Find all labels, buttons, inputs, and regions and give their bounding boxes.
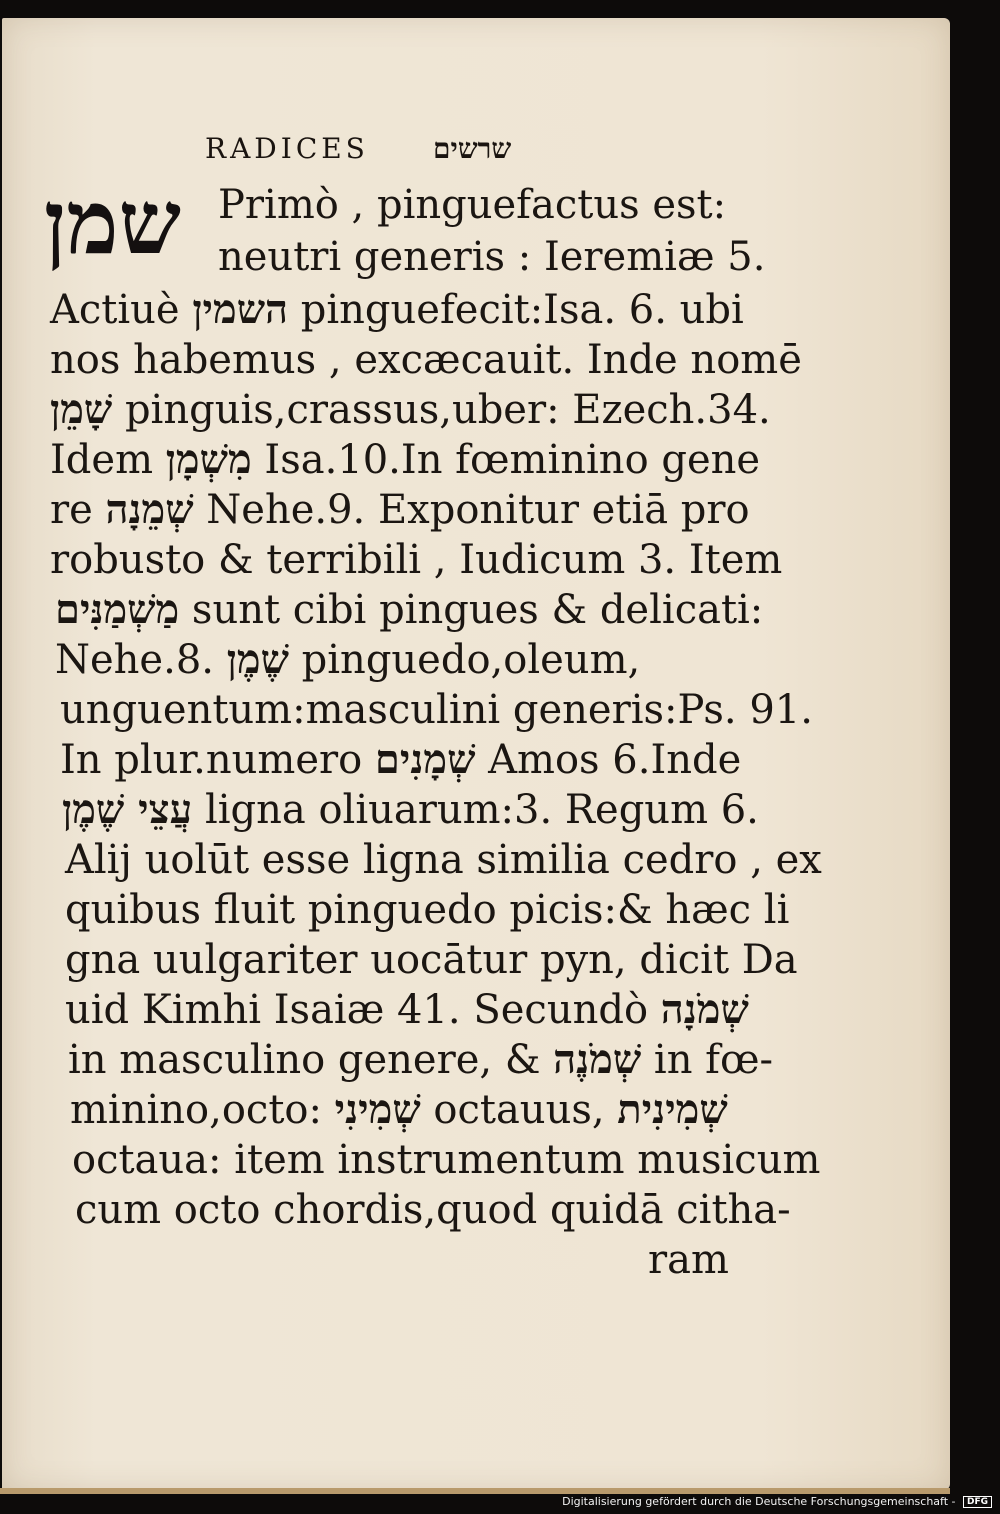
- text-line: [50, 286, 744, 333]
- latin-text: ligna oliuarum:3. Regum 6.: [192, 787, 759, 833]
- text-line: [65, 986, 749, 1033]
- latin-text: Nehe.9. Exponitur etiā pro: [193, 487, 750, 533]
- text-line: [65, 937, 798, 983]
- header-title-hebrew: שרשים: [433, 132, 512, 165]
- hebrew-word: שְׁמֹנָה: [660, 986, 749, 1033]
- hebrew-word: שְׁמִינִי: [334, 1086, 421, 1133]
- text-line: [68, 1036, 774, 1083]
- latin-text: Idem: [50, 437, 166, 483]
- latin-text: in masculino genere, &: [68, 1037, 554, 1083]
- latin-text: cum octo chordis,quod quidā citha-: [75, 1187, 791, 1233]
- latin-text: Nehe.8.: [55, 637, 227, 683]
- text-line: [65, 837, 822, 883]
- latin-text: in fœ-: [641, 1037, 774, 1083]
- hebrew-word: שְׁמֹנֶה: [553, 1036, 642, 1083]
- credit-text: Digitalisierung gefördert durch die Deutsche Forschungsgemeinschaft -: [562, 1495, 956, 1508]
- latin-text: Primò , pinguefactus est:: [218, 182, 727, 228]
- hebrew-word: שְׁמִינִית: [617, 1086, 728, 1133]
- text-line: [218, 182, 727, 228]
- dfg-logo: DFG: [963, 1496, 992, 1508]
- hebrew-word: שְׁמָנִים: [374, 736, 476, 783]
- latin-text: ram: [648, 1237, 729, 1283]
- latin-text: robusto & terribili , Iudicum 3. Item: [50, 537, 783, 583]
- text-line: [50, 386, 771, 433]
- text-line: [50, 337, 802, 383]
- latin-text: Actiuè: [50, 287, 193, 333]
- hebrew-word: שָׁמֵן: [50, 386, 113, 433]
- latin-text: pinguis,crassus,uber: Ezech.34.: [112, 387, 771, 433]
- latin-text: octaua: item instrumentum musicum: [72, 1137, 821, 1183]
- latin-text: pinguefecit:Isa. 6. ubi: [288, 287, 744, 333]
- latin-text: nos habemus , excæcauit. Inde nomē: [50, 337, 802, 383]
- text-line: [75, 1187, 791, 1233]
- latin-text: Isa.10.In fœminino gene: [251, 437, 761, 483]
- hebrew-word: עֲצֵי שֶׁמֶן: [62, 786, 193, 833]
- latin-text: pinguedo,oleum,: [288, 637, 641, 683]
- latin-text: In plur.numero: [60, 737, 375, 783]
- latin-text: octauus,: [420, 1087, 618, 1133]
- text-line: [218, 234, 766, 280]
- hebrew-word: שֶׁמֶן: [226, 636, 289, 683]
- text-line: [62, 786, 759, 833]
- text-line: [70, 1086, 728, 1133]
- text-line: [50, 537, 783, 583]
- digitization-credit: [562, 1495, 992, 1508]
- text-line: [72, 1137, 821, 1183]
- initial-hebrew-word: שמן: [44, 170, 181, 274]
- latin-text: unguentum:masculini generis:Ps. 91.: [60, 687, 813, 733]
- latin-text: Alij uolūt esse ligna similia cedro , ex: [65, 837, 822, 883]
- hebrew-word: שְׁמֵנָה: [105, 486, 194, 533]
- text-line: [55, 636, 641, 683]
- latin-text: re: [50, 487, 106, 533]
- latin-text: gna uulgariter uocātur pyn, dicit Da: [65, 937, 798, 983]
- latin-text: Amos 6.Inde: [475, 737, 742, 783]
- latin-text: sunt cibi pingues & delicati:: [179, 587, 764, 633]
- text-line: [60, 687, 813, 733]
- hebrew-word: השמין: [192, 286, 289, 333]
- page-edge: [0, 1488, 950, 1494]
- text-line: [50, 436, 761, 483]
- text-line: [65, 887, 790, 933]
- latin-text: uid Kimhi Isaiæ 41. Secundò: [65, 987, 661, 1033]
- text-line: [648, 1237, 729, 1283]
- header-title-latin: RADICES: [205, 132, 369, 165]
- latin-text: minino,octo:: [70, 1087, 335, 1133]
- text-line: [55, 586, 764, 633]
- text-line: [60, 736, 742, 783]
- hebrew-word: מַשְׁמַנִּים: [55, 586, 180, 633]
- hebrew-word: מִשְׁמָן: [165, 436, 252, 483]
- latin-text: quibus fluit pinguedo picis:& hæc li: [65, 887, 790, 933]
- latin-text: neutri generis : Ieremiæ 5.: [218, 234, 766, 280]
- text-line: [50, 486, 750, 533]
